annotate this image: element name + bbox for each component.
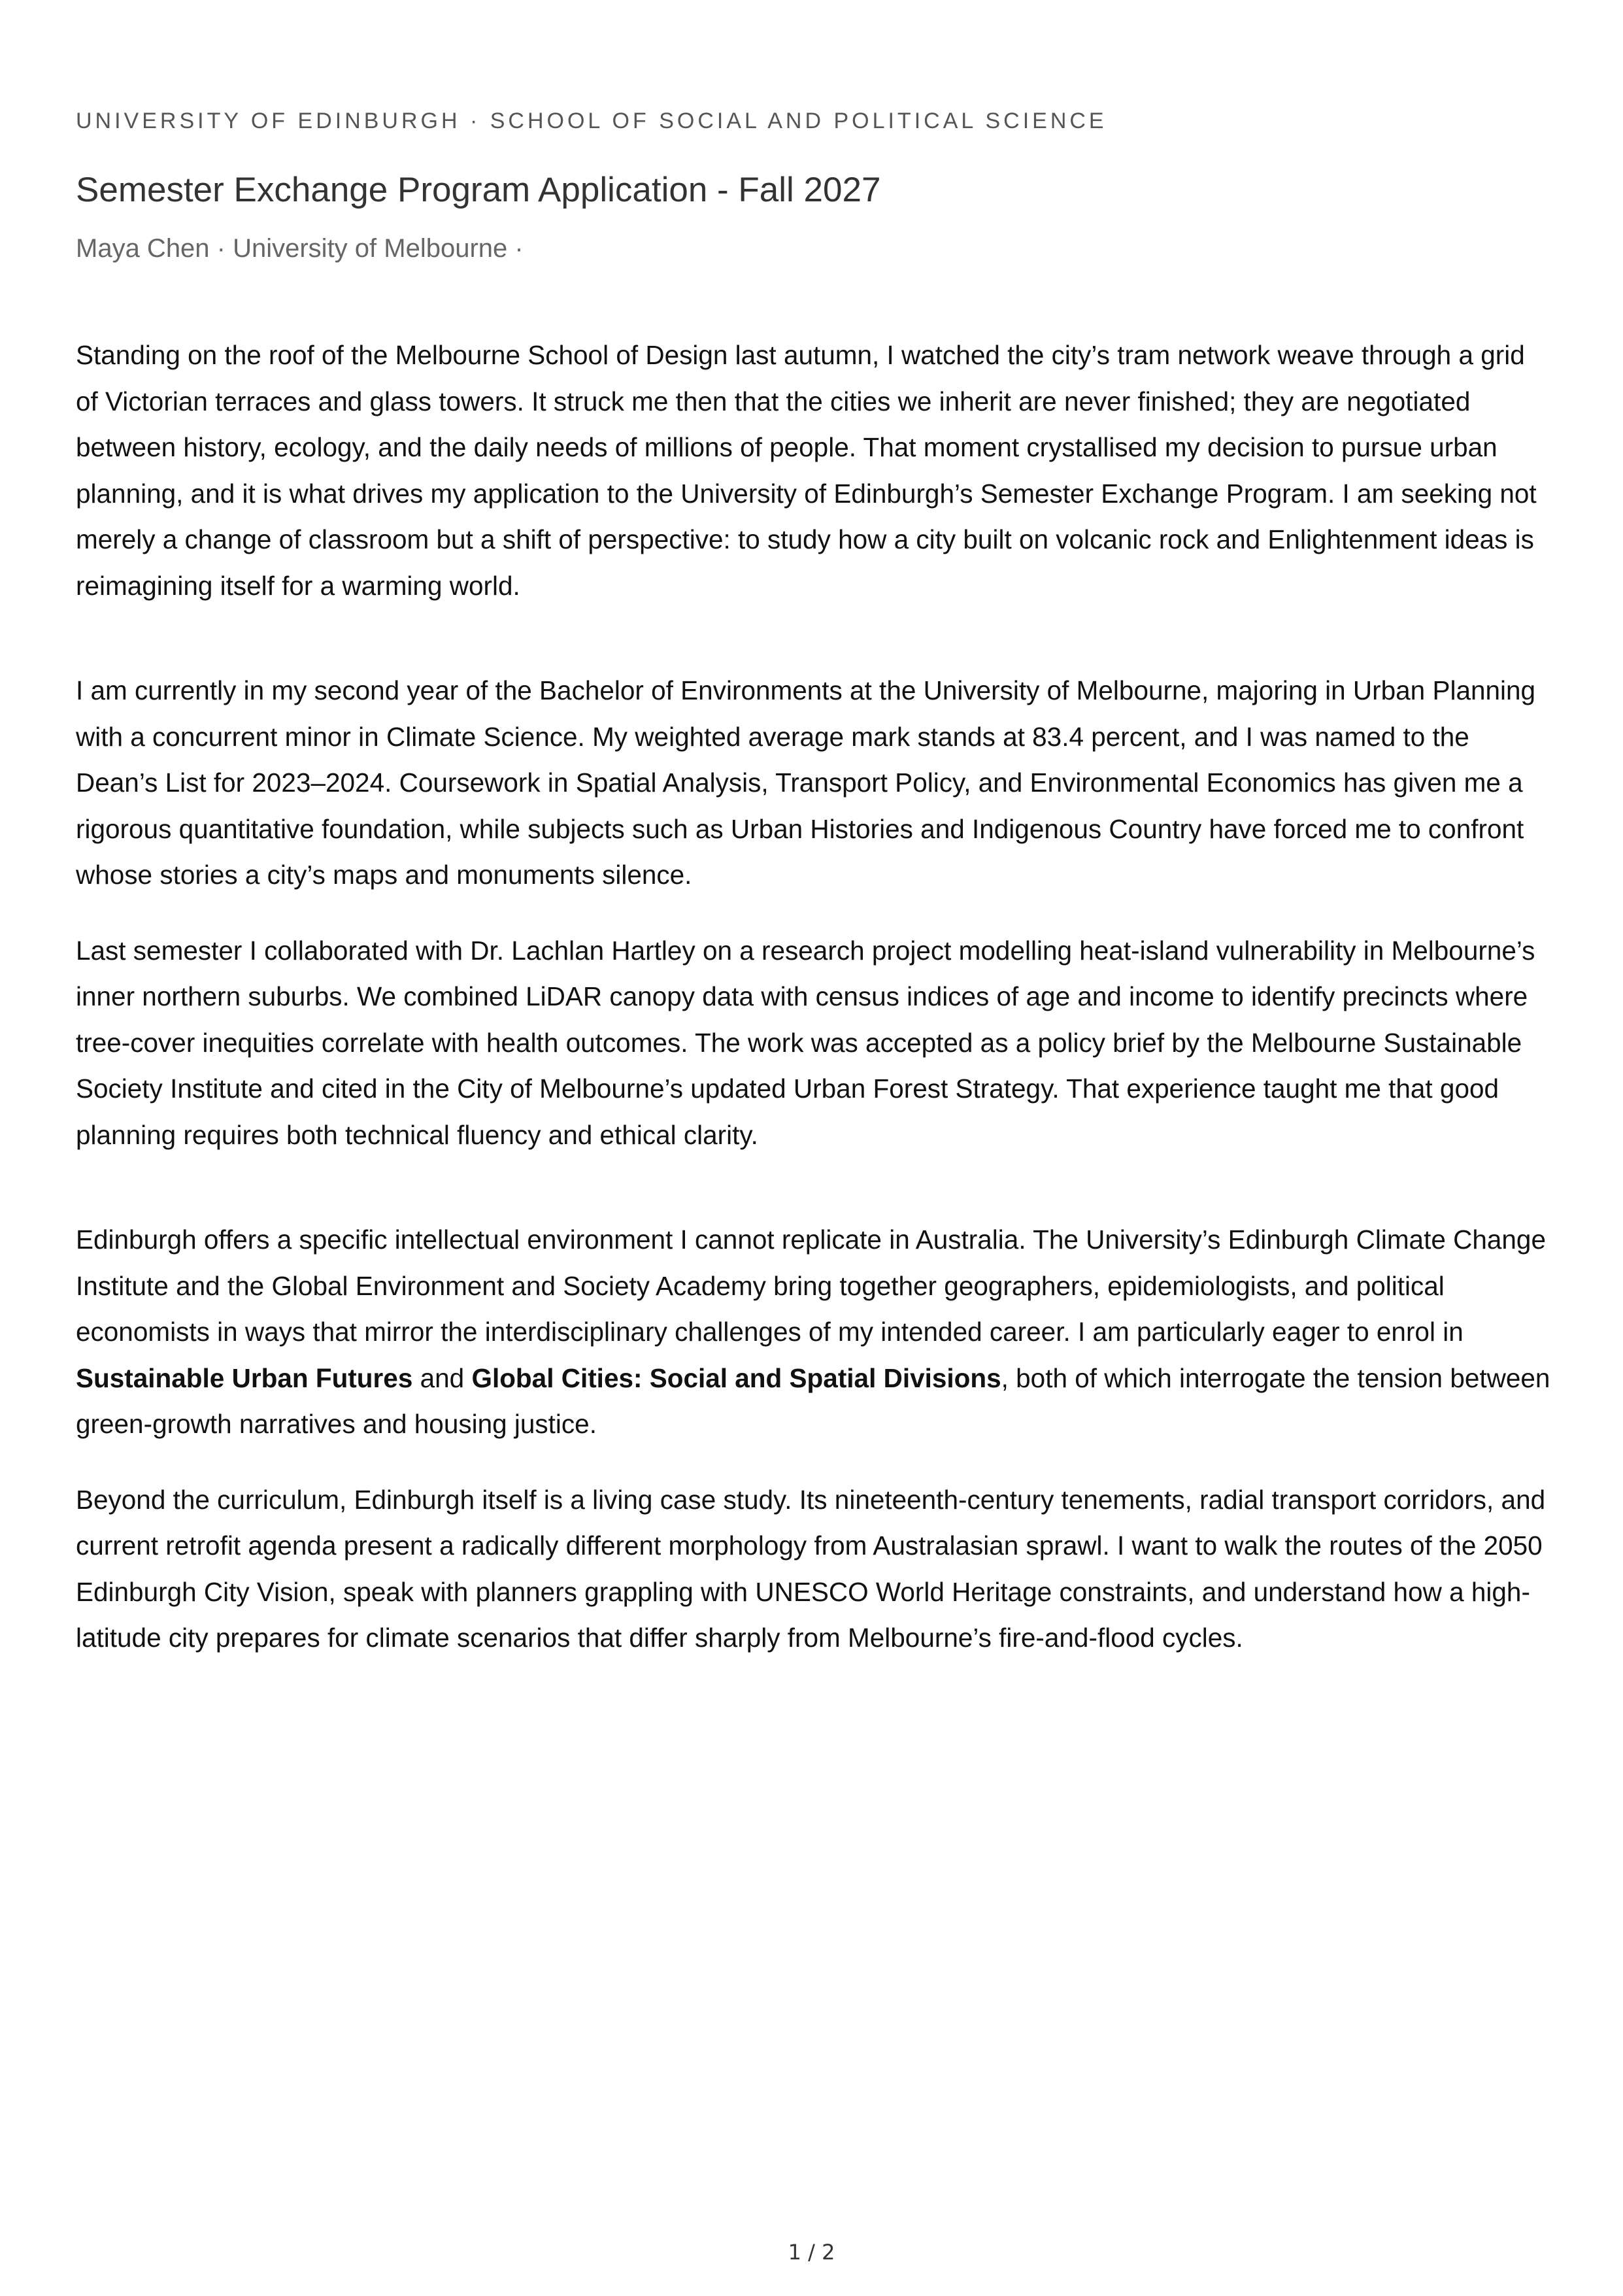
paragraph-5: Beyond the curriculum, Edinburgh itself is a living case study. Its nineteenth-century tenements, radial transport corridors, and current retrofit agenda present a radically different morphology from Australasian sprawl. I want to walk the routes of the 2050 Edinburgh City Vision, speak with planners grappling with UNESCO World Heritage constraints, and understand how a high-latitude city prepares for climate scenarios that differ sharply from Melbourne’s fire-and-flood cycles. [76, 1484, 1546, 1653]
essay-body [76, 332, 1553, 1661]
course-name-sustainable-urban-futures: Sustainable Urban Futures [76, 1362, 413, 1393]
course-name-global-cities: Global Cities: Social and Spatial Divisions [471, 1362, 1001, 1393]
page-number: 1 / 2 [788, 2240, 835, 2265]
paragraph-4-text-b: and [412, 1362, 472, 1393]
paragraph-3: Last semester I collaborated with Dr. Lachlan Hartley on a research project modelling heat-island vulnerability in Melbourne’s inner northern suburbs. We combined LiDAR canopy data with census indices of age and income to identify precincts where tree-cover inequities correlate with health outcomes. The work was accepted as a policy brief by the Melbourne Sustainable Society Institute and cited in the City of Melbourne’s updated Urban Forest Strategy. That experience taught me that good planning requires both technical fluency and ethical clarity. [76, 935, 1535, 1150]
document-title: Semester Exchange Program Application - Fall 2027 [76, 171, 881, 209]
paragraph-2: I am currently in my second year of the Bachelor of Environments at the University of Melbourne, majoring in Urban Planning with a concurrent minor in Climate Science. My weighted average mark stands at 83.4 percent, and I was named to the Dean’s List for 2023–2024. Coursework in Spatial Analysis, Transport Policy, and Environmental Economics has given me a rigorous quantitative foundation, while subjects such as Urban Histories and Indigenous Country have forced me to confront whose stories a city’s maps and monuments silence. [76, 675, 1536, 890]
paragraph-4 [76, 1217, 1553, 1447]
author-byline: Maya Chen · University of Melbourne · [76, 234, 524, 263]
paragraph-1: Standing on the roof of the Melbourne School of Design last autumn, I watched the city’s tram network weave through a grid of Victorian terraces and glass towers. It struck me then that the cities we inherit are never finished; they are negotiated between history, ecology, and the daily needs of millions of people. That moment crystallised my decision to pursue urban planning, and it is what drives my application to the University of Edinburgh’s Semester Exchange Program. I am seeking not merely a change of classroom but a shift of perspective: to study how a city built on volcanic rock and Enlightenment ideas is reimagining itself for a warming world. [76, 340, 1537, 601]
paragraph-4-text-c: , both of which interrogate the tension between green-growth narratives and housing justice. [76, 1362, 1550, 1439]
paragraph-4-text-a: Edinburgh offers a specific intellectual environment I cannot replicate in Australia. The University’s Edinburgh Climate Change Institute and the Global Environment and Society Academy bring together geographers, epidemiologists, and political economists in ways that mirror the interdisciplinary challenges of my intended career. I am particularly eager to enrol in [76, 1224, 1546, 1347]
institution-header: UNIVERSITY OF EDINBURGH · SCHOOL OF SOCIAL AND POLITICAL SCIENCE [76, 109, 1107, 133]
